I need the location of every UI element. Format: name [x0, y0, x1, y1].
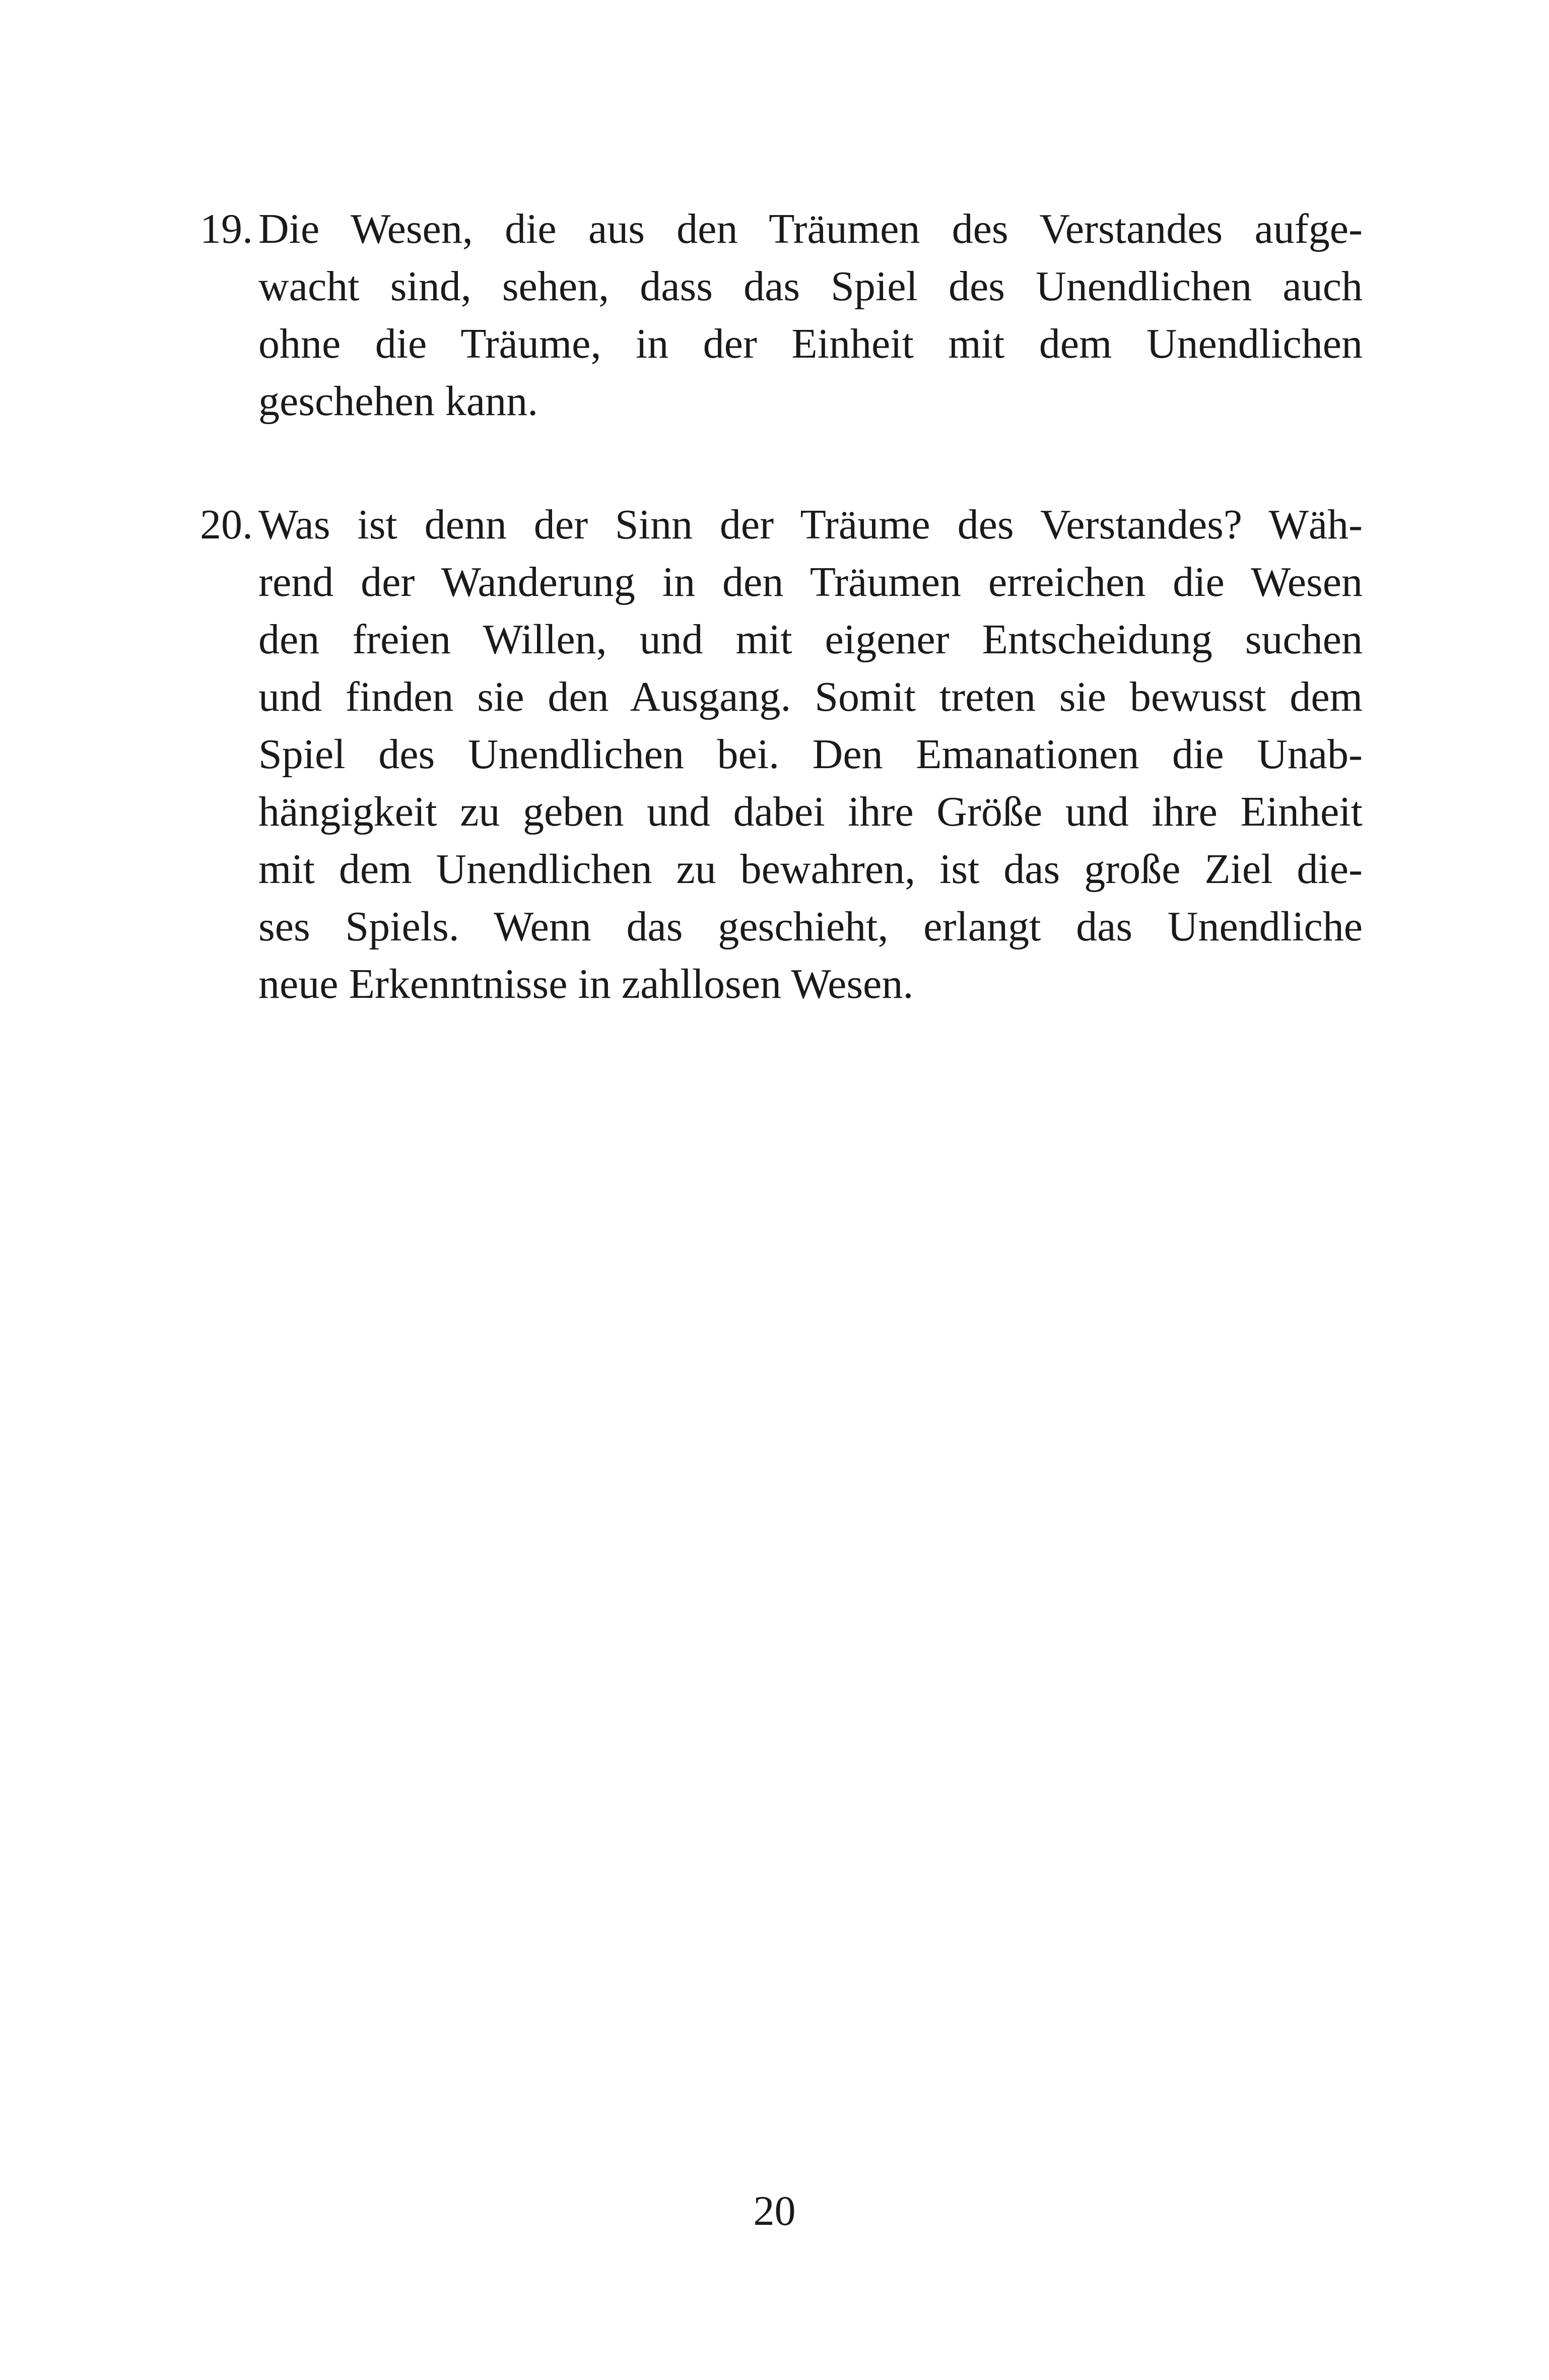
text-line: Die Wesen, die aus den Träumen des Verstandes aufge-	[258, 206, 1363, 252]
item-number: 19.	[200, 206, 253, 252]
text-line: ses Spiels. Wenn das geschieht, erlangt das Unendliche	[258, 903, 1363, 950]
text-line: Spiel des Unendlichen bei. Den Emanationen die Unab-	[258, 731, 1363, 778]
text-line: rend der Wanderung in den Träumen erreichen die Wesen	[258, 559, 1363, 605]
text-line: und finden sie den Ausgang. Somit treten sie bewusst dem	[258, 673, 1363, 720]
text-line: den freien Willen, und mit eigener Entscheidung suchen	[258, 616, 1363, 663]
list-item-20	[200, 496, 1363, 1013]
text-line: geschehen kann.	[258, 378, 538, 425]
item-number: 20.	[200, 501, 253, 548]
text-line: ohne die Träume, in der Einheit mit dem Unendlichen	[258, 320, 1363, 367]
text-line: neue Erkenntnisse in zahllosen Wesen.	[258, 961, 914, 1007]
text-line: Was ist denn der Sinn der Träume des Verstandes? Wäh-	[258, 501, 1363, 548]
list-item-19	[200, 200, 1363, 430]
text-line: mit dem Unendlichen zu bewahren, ist das große Ziel die-	[258, 846, 1363, 893]
text-line: wacht sind, sehen, dass das Spiel des Unendlichen auch	[258, 263, 1363, 310]
page-number: 20	[753, 2188, 796, 2234]
text-line: hängigkeit zu geben und dabei ihre Größe und ihre Einheit	[258, 788, 1363, 835]
